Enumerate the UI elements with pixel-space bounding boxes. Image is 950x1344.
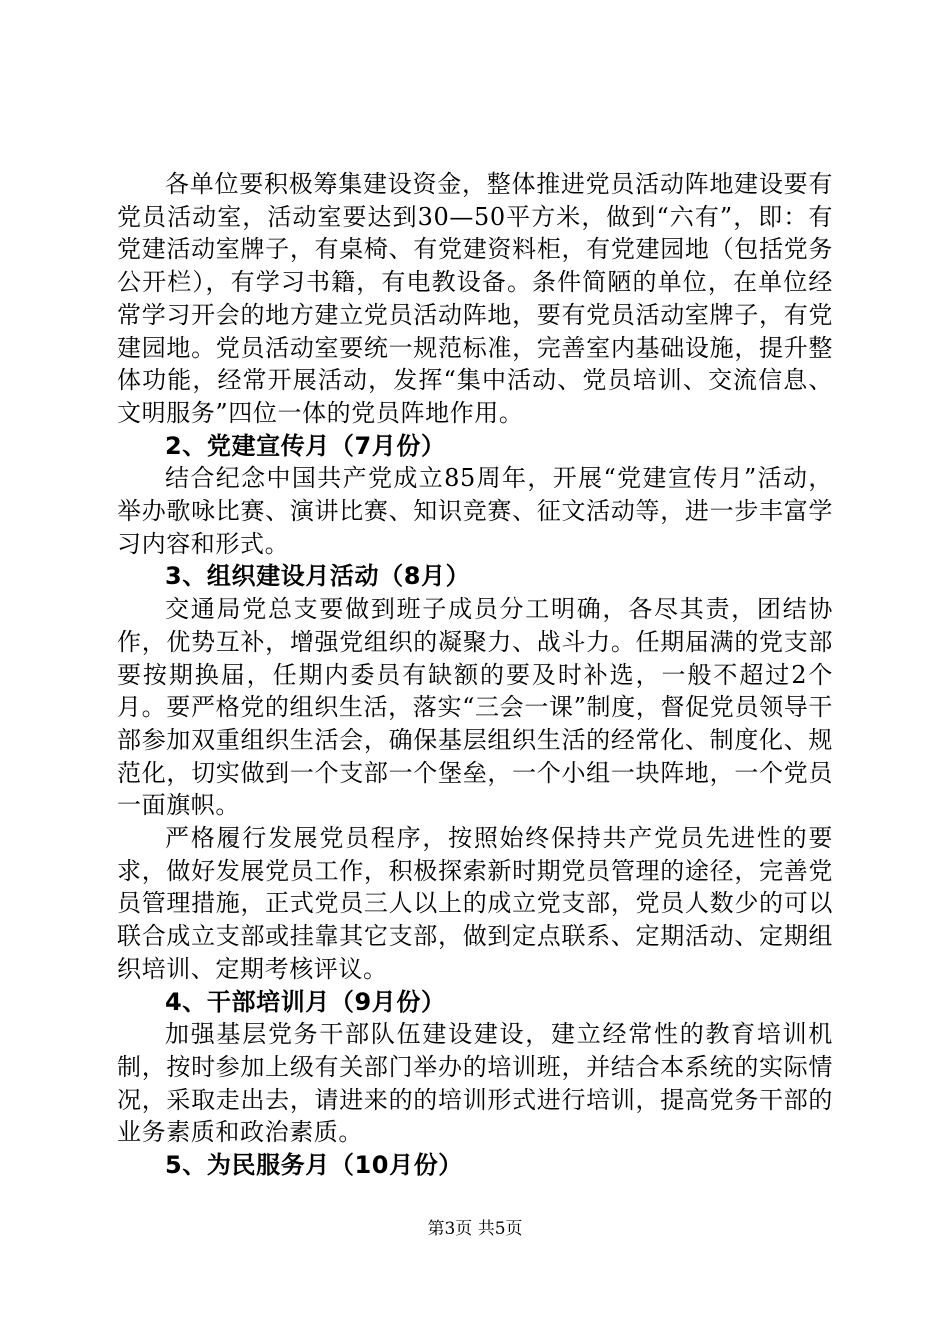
paragraph-cadre-training: 加强基层党务干部队伍建设建设，建立经常性的教育培训机制，按时参加上级有关部门举办的培训班，并结合本系统的实际情况，采取走出去，请进来的的培训形式进行培训，提高党务干部的业务素质和政治素质。 xyxy=(117,1020,833,1147)
heading-party-publicity-month: 2、党建宣传月（7月份） xyxy=(165,431,446,460)
heading-public-service-month: 5、为民服务月（10月份） xyxy=(165,1151,463,1180)
heading-organization-month: 3、组织建设月活动（8月） xyxy=(165,562,471,591)
paragraph-activity-room: 各单位要积极筹集建设资金，整体推进党员活动阵地建设要有党员活动室，活动室要达到30—50平方米，做到“六有”，即：有党建活动室牌子，有桌椅、有党建资料柜，有党建园地（包括党务公开栏），有学习书籍，有电教设备。条件简陋的单位，在单位经常学习开会的地方建立党员活动阵地，要有党员活动室牌子，有党建园地。党员活动室要统一规范标准，完善室内基础设施，提升整体功能，经常开展活动，发挥“集中活动、党员培训、交流信息、文明服务”四位一体的党员阵地作用。 xyxy=(117,170,833,427)
page-number-footer: 第3页 共5页 xyxy=(427,1219,523,1239)
paragraph-party-publicity: 结合纪念中国共产党成立85周年，开展“党建宣传月”活动，举办歌咏比赛、演讲比赛、知识竞赛、征文活动等，进一步丰富学习内容和形式。 xyxy=(117,464,833,558)
paragraph-organization-building: 交通局党总支要做到班子成员分工明确，各尽其责，团结协作，优势互补，增强党组织的凝聚力、战斗力。任期届满的党支部要按期换届，任期内委员有缺额的要及时补选，一般不超过2个月。要严格党的组织生活，落实“三会一课”制度，督促党员领导干部参加双重组织生活会，确保基层组织生活的经常化、制度化、规范化，切实做到一个支部一个堡垒，一个小组一块阵地，一个党员一面旗帜。 xyxy=(117,595,833,820)
heading-cadre-training-month: 4、干部培训月（9月份） xyxy=(165,987,446,1016)
document-body xyxy=(117,168,833,1182)
paragraph-member-development: 严格履行发展党员程序，按照始终保持共产党员先进性的要求，做好发展党员工作，积极探索新时期党员管理的途径，完善党员管理措施，正式党员三人以上的成立党支部，党员人数少的可以联合成立支部或挂靠其它支部，做到定点联系、定期活动、定期组织培训、定期考核评议。 xyxy=(117,824,833,983)
